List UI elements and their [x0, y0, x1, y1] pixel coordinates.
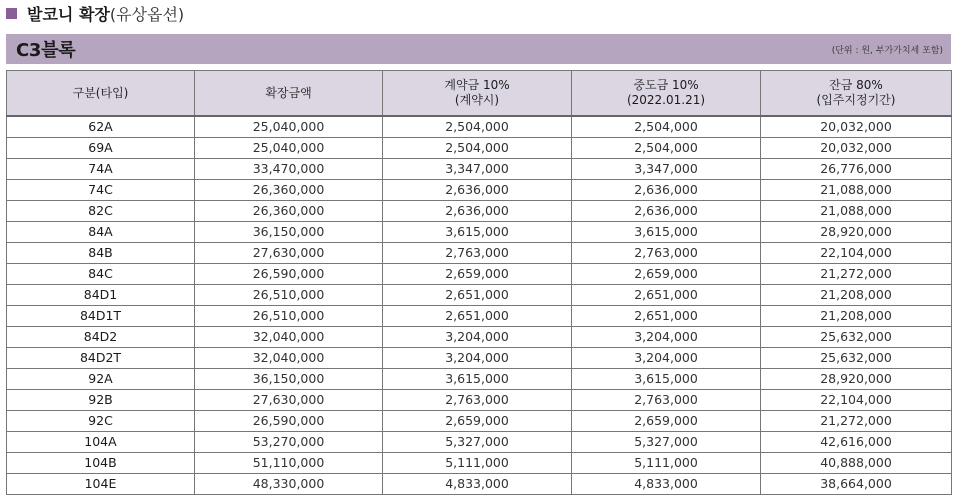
- table-row: [7, 327, 952, 348]
- table-row: [7, 306, 952, 327]
- interim-cell: 3,204,000: [572, 327, 761, 348]
- type-cell: 92B: [7, 390, 195, 411]
- balance-cell: 21,272,000: [761, 264, 952, 285]
- deposit-cell: 2,659,000: [383, 411, 572, 432]
- amount-cell: 26,590,000: [195, 411, 383, 432]
- balance-cell: 21,208,000: [761, 306, 952, 327]
- table-header-row: [7, 71, 952, 117]
- balance-cell: 21,208,000: [761, 285, 952, 306]
- interim-cell: 2,659,000: [572, 411, 761, 432]
- balance-cell: 28,920,000: [761, 369, 952, 390]
- balance-cell: 38,664,000: [761, 474, 952, 495]
- table-row: [7, 474, 952, 495]
- amount-cell: 51,110,000: [195, 453, 383, 474]
- deposit-cell: 3,615,000: [383, 222, 572, 243]
- amount-cell: 26,510,000: [195, 306, 383, 327]
- section-title: [6, 2, 184, 24]
- deposit-cell: 3,204,000: [383, 327, 572, 348]
- table-row: [7, 285, 952, 306]
- deposit-cell: 3,615,000: [383, 369, 572, 390]
- square-bullet-icon: [6, 8, 17, 19]
- amount-cell: 27,630,000: [195, 243, 383, 264]
- balance-cell: 22,104,000: [761, 390, 952, 411]
- interim-cell: 2,659,000: [572, 264, 761, 285]
- interim-cell: 3,615,000: [572, 369, 761, 390]
- deposit-cell: 2,636,000: [383, 180, 572, 201]
- type-cell: 84B: [7, 243, 195, 264]
- table-row: [7, 159, 952, 180]
- interim-cell: 2,763,000: [572, 243, 761, 264]
- amount-cell: 26,360,000: [195, 180, 383, 201]
- header-interim: 중도금 10% (2022.01.21): [572, 71, 761, 117]
- table-row: [7, 390, 952, 411]
- interim-cell: 2,504,000: [572, 116, 761, 138]
- balance-cell: 26,776,000: [761, 159, 952, 180]
- deposit-cell: 2,651,000: [383, 306, 572, 327]
- amount-cell: 26,360,000: [195, 201, 383, 222]
- interim-cell: 4,833,000: [572, 474, 761, 495]
- interim-cell: 5,111,000: [572, 453, 761, 474]
- header-deposit: 계약금 10% (계약시): [383, 71, 572, 117]
- deposit-cell: 3,204,000: [383, 348, 572, 369]
- type-cell: 104A: [7, 432, 195, 453]
- balance-cell: 21,088,000: [761, 180, 952, 201]
- deposit-cell: 2,763,000: [383, 390, 572, 411]
- deposit-cell: 2,651,000: [383, 285, 572, 306]
- table-row: [7, 348, 952, 369]
- type-cell: 82C: [7, 201, 195, 222]
- title-sub: (유상옵션): [109, 4, 185, 24]
- interim-cell: 3,615,000: [572, 222, 761, 243]
- table-row: [7, 411, 952, 432]
- amount-cell: 27,630,000: [195, 390, 383, 411]
- amount-cell: 48,330,000: [195, 474, 383, 495]
- block-header-bar: [6, 34, 951, 64]
- type-cell: 84D2: [7, 327, 195, 348]
- unit-note: (단위 : 원, 부가가치세 포함): [831, 45, 943, 56]
- deposit-cell: 3,347,000: [383, 159, 572, 180]
- table-row: [7, 116, 952, 138]
- balance-cell: 40,888,000: [761, 453, 952, 474]
- balance-cell: 28,920,000: [761, 222, 952, 243]
- interim-cell: 5,327,000: [572, 432, 761, 453]
- balcony-price-table: [6, 70, 952, 495]
- type-cell: 104E: [7, 474, 195, 495]
- amount-cell: 26,510,000: [195, 285, 383, 306]
- deposit-cell: 5,327,000: [383, 432, 572, 453]
- interim-cell: 2,651,000: [572, 285, 761, 306]
- interim-cell: 2,636,000: [572, 201, 761, 222]
- amount-cell: 36,150,000: [195, 222, 383, 243]
- type-cell: 74C: [7, 180, 195, 201]
- type-cell: 84C: [7, 264, 195, 285]
- type-cell: 84D2T: [7, 348, 195, 369]
- interim-cell: 3,204,000: [572, 348, 761, 369]
- table-row: [7, 222, 952, 243]
- table-row: [7, 453, 952, 474]
- type-cell: 84A: [7, 222, 195, 243]
- header-amount: 확장금액: [195, 71, 383, 117]
- table-row: [7, 243, 952, 264]
- amount-cell: 36,150,000: [195, 369, 383, 390]
- type-cell: 84D1T: [7, 306, 195, 327]
- interim-cell: 2,504,000: [572, 138, 761, 159]
- balance-cell: 20,032,000: [761, 116, 952, 138]
- type-cell: 104B: [7, 453, 195, 474]
- table-row: [7, 201, 952, 222]
- deposit-cell: 5,111,000: [383, 453, 572, 474]
- interim-cell: 2,763,000: [572, 390, 761, 411]
- balance-cell: 25,632,000: [761, 348, 952, 369]
- deposit-cell: 2,504,000: [383, 116, 572, 138]
- type-cell: 74A: [7, 159, 195, 180]
- balance-cell: 21,272,000: [761, 411, 952, 432]
- amount-cell: 32,040,000: [195, 348, 383, 369]
- deposit-cell: 2,636,000: [383, 201, 572, 222]
- interim-cell: 2,651,000: [572, 306, 761, 327]
- balance-cell: 21,088,000: [761, 201, 952, 222]
- deposit-cell: 2,659,000: [383, 264, 572, 285]
- deposit-cell: 4,833,000: [383, 474, 572, 495]
- block-name: C3블록: [16, 40, 76, 61]
- amount-cell: 25,040,000: [195, 138, 383, 159]
- header-balance: 잔금 80% (입주지정기간): [761, 71, 952, 117]
- interim-cell: 3,347,000: [572, 159, 761, 180]
- interim-cell: 2,636,000: [572, 180, 761, 201]
- type-cell: 69A: [7, 138, 195, 159]
- deposit-cell: 2,504,000: [383, 138, 572, 159]
- table-row: [7, 264, 952, 285]
- type-cell: 92A: [7, 369, 195, 390]
- type-cell: 92C: [7, 411, 195, 432]
- table-row: [7, 369, 952, 390]
- deposit-cell: 2,763,000: [383, 243, 572, 264]
- amount-cell: 53,270,000: [195, 432, 383, 453]
- amount-cell: 32,040,000: [195, 327, 383, 348]
- balance-cell: 20,032,000: [761, 138, 952, 159]
- table-row: [7, 432, 952, 453]
- balance-cell: 42,616,000: [761, 432, 952, 453]
- type-cell: 84D1: [7, 285, 195, 306]
- balance-cell: 22,104,000: [761, 243, 952, 264]
- amount-cell: 33,470,000: [195, 159, 383, 180]
- title-main: 발코니 확장: [27, 4, 110, 24]
- table-row: [7, 180, 952, 201]
- table-row: [7, 138, 952, 159]
- type-cell: 62A: [7, 116, 195, 138]
- balance-cell: 25,632,000: [761, 327, 952, 348]
- header-type: 구분(타입): [7, 71, 195, 117]
- amount-cell: 26,590,000: [195, 264, 383, 285]
- amount-cell: 25,040,000: [195, 116, 383, 138]
